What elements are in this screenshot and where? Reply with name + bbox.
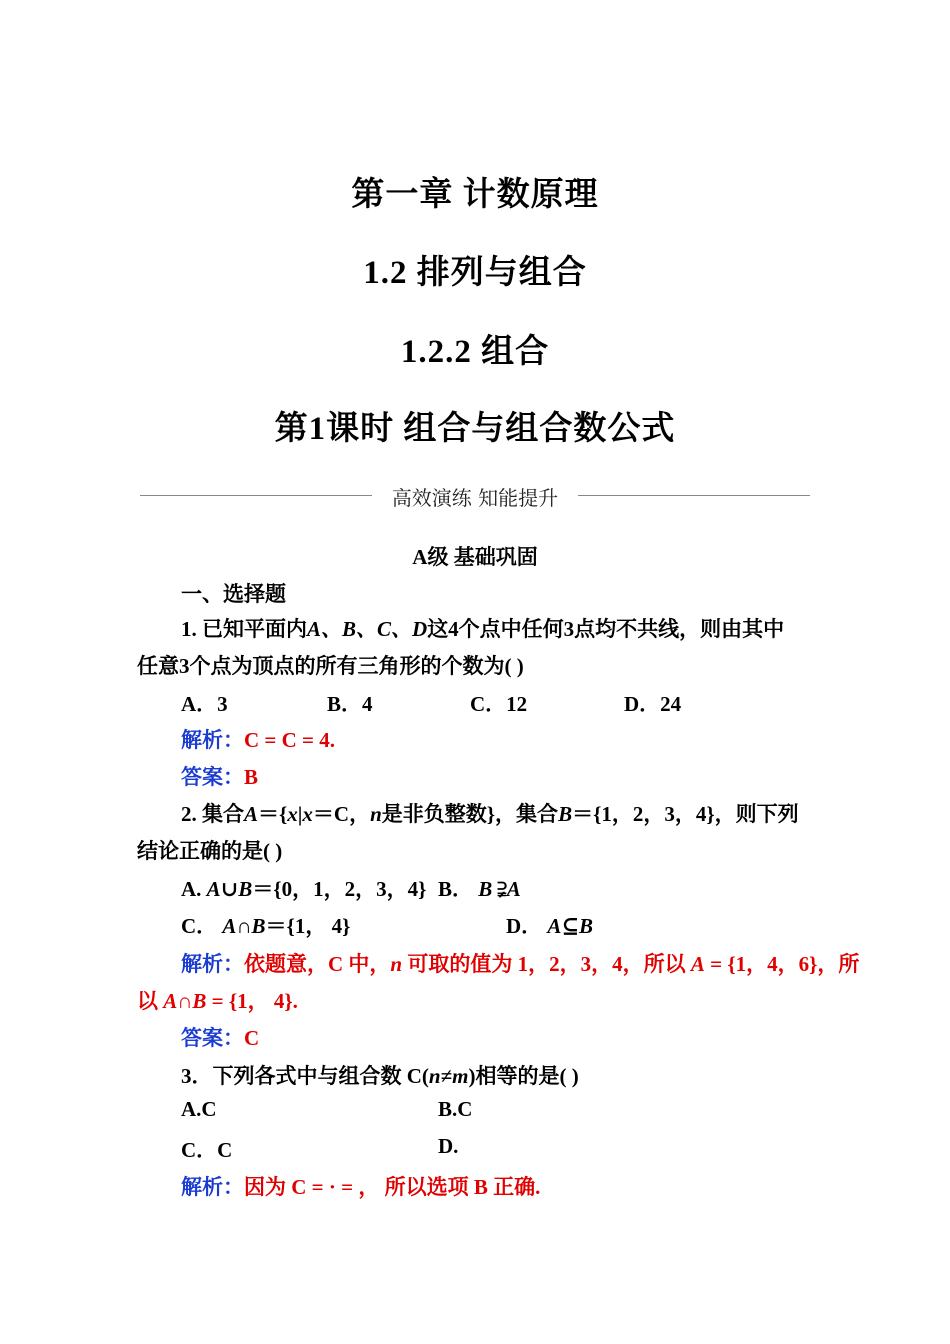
level-heading: A级 基础巩固 [412, 545, 538, 569]
q3-option-d: D. [438, 1134, 459, 1158]
q3-option-c: C．C [181, 1138, 233, 1162]
divider-line-right [578, 495, 810, 496]
q2-line1: 2. 集合A＝{x|x＝C，n是非负整数}，集合B＝{1，2，3，4}，则下列 [181, 802, 799, 826]
part-heading: 一、选择题 [181, 582, 286, 606]
banner-text: 高效演练 知能提升 [391, 486, 559, 510]
q1-option-a: A．3 [181, 692, 228, 716]
q2-answer: 答案：C [181, 1026, 260, 1050]
lesson-title: 第1课时 组合与组合数公式 [274, 411, 676, 447]
q2-option-a: A. A∪B＝{0，1，2，3，4} [181, 877, 427, 901]
q1-line1: 1. 已知平面内A、B、C、D这4个点中任何3点均不共线，则由其中 [181, 617, 785, 641]
chapter-title: 第一章 计数原理 [351, 177, 599, 213]
q2-line2: 结论正确的是( ) [137, 839, 283, 863]
section-title: 1.2 排列与组合 [363, 255, 587, 291]
q1-line2: 任意3个点为顶点的所有三角形的个数为( ) [137, 654, 524, 678]
q3-option-a: A.C [181, 1097, 217, 1121]
q1-analysis: 解析：C = C = 4. [181, 728, 336, 752]
q2-option-b: B． B ⫌A [438, 877, 521, 901]
q1-answer: 答案：B [181, 765, 259, 789]
q2-analysis-line2: 以 A∩B = {1， 4}. [137, 989, 298, 1013]
q1-option-b: B．4 [327, 692, 373, 716]
subsection-title: 1.2.2 组合 [400, 334, 550, 370]
banner-divider [140, 482, 810, 508]
q3-line1: 3．下列各式中与组合数 C(n≠m)相等的是( ) [181, 1064, 579, 1088]
q3-option-b: B.C [438, 1097, 473, 1121]
q1-option-c: C．12 [470, 692, 528, 716]
q2-option-c: C． A∩B＝{1， 4} [181, 914, 351, 938]
q1-option-d: D．24 [624, 692, 682, 716]
q2-option-d: D． A⊆B [506, 914, 594, 938]
q3-analysis: 解析：因为 C = · = ， 所以选项 B 正确. [181, 1175, 541, 1199]
q2-analysis-line1: 解析：依题意，C 中，n 可取的值为 1，2，3，4，所以 A = {1，4，6}，所 [181, 952, 860, 976]
